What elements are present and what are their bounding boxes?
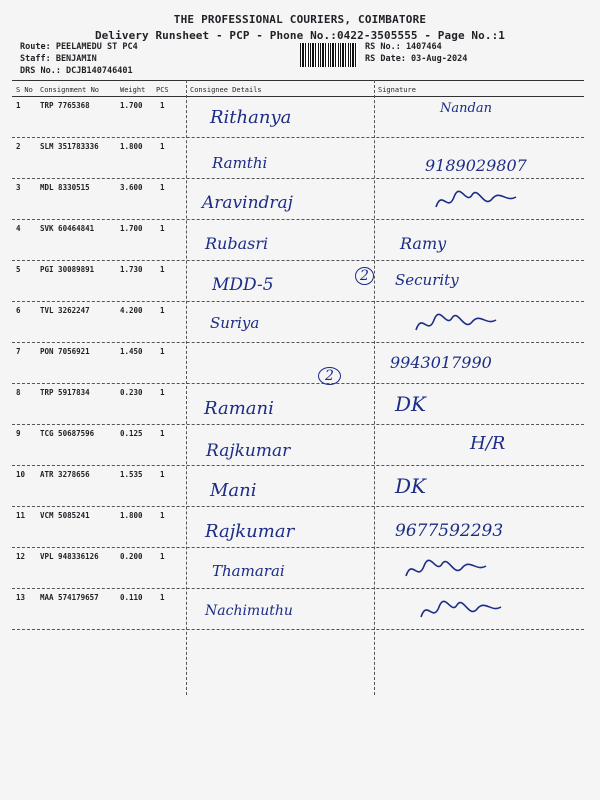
signature-scribble [432,185,522,215]
row-pcs: 1 [160,470,165,479]
row-weight: 0.110 [120,593,143,602]
row-weight: 0.230 [120,388,143,397]
row-pcs: 1 [160,511,165,520]
row-weight: 1.700 [120,224,143,233]
col-weight-header: Weight [120,86,146,94]
table-row [12,343,584,384]
row-consignment-no: SVK 60464841 [40,224,95,233]
row-sno: 7 [16,347,21,356]
row-consignee-handwriting: Rithanya [210,107,292,128]
row-sno: 13 [16,593,26,602]
row-consignee-handwriting: Ramani [204,398,274,419]
header-rule-top [12,80,584,81]
row-sno: 10 [16,470,26,479]
table-row [12,302,584,343]
row-pcs: 1 [160,142,165,151]
row-consignment-no: SLM 351783336 [40,142,99,151]
row-consignee-handwriting: Ramthi [212,154,268,172]
row-signature-handwriting: DK [395,474,426,498]
row-consignment-no: TCG 50687596 [40,429,95,438]
barcode [300,43,358,67]
row-consignment-no: PGI 30089891 [40,265,95,274]
table-row [12,384,584,425]
row-consignee-handwriting: Rajkumar [205,521,295,542]
row-sno: 1 [16,101,21,110]
col-sno-header: S No [16,86,33,94]
table-row [12,507,584,548]
row-sno: 12 [16,552,26,561]
table-row [12,138,584,179]
staff-label: Staff: BENJAMIN [20,54,97,64]
company-title: THE PROFESSIONAL COURIERS, COIMBATORE [173,13,427,26]
row-pcs: 1 [160,224,165,233]
row-consignment-no: TVL 3262247 [40,306,90,315]
row-consignee-handwriting: Thamarai [212,562,285,580]
table-row [12,261,584,302]
row-sno: 6 [16,306,21,315]
row-signature-handwriting: H/R [470,433,506,454]
route-label: Route: PEELAMEDU ST PC4 [20,42,138,52]
row-weight: 0.125 [120,429,143,438]
row-consignment-no: ATR 3278656 [40,470,90,479]
row-pcs: 1 [160,429,165,438]
row-consignee-handwriting: Aravindraj [202,193,293,213]
row-consignee-handwriting: Nachimuthu [205,603,293,619]
circled-two-b: 2 [318,368,341,384]
col-signature-header: Signature [378,86,416,94]
row-consignment-no: MAA 574179657 [40,593,99,602]
rs-number: RS No.: 1407464 [365,42,442,52]
row-weight: 1.450 [120,347,143,356]
row-sno: 5 [16,265,21,274]
table-row [12,548,584,589]
row-pcs: 1 [160,265,165,274]
row-pcs: 1 [160,552,165,561]
row-consignee-handwriting: Rubasri [205,234,269,253]
row-pcs: 1 [160,183,165,192]
row-divider [12,629,584,630]
row-sno: 8 [16,388,21,397]
row-signature-handwriting: Ramy [400,234,447,253]
drs-label: DRS No.: DCJB140746401 [20,66,133,76]
runsheet-subtitle: Delivery Runsheet - PCP - Phone No.:0422-3505555 - Page No.:1 [94,29,506,42]
row-consignment-no: VCM 5085241 [40,511,90,520]
row-weight: 3.600 [120,183,143,192]
table-row [12,220,584,261]
rs-date: RS Date: 03-Aug-2024 [365,54,468,64]
row-signature-handwriting: 9677592293 [395,521,504,541]
row-weight: 1.730 [120,265,143,274]
row-signature-handwriting: Nandan [440,101,492,116]
row-weight: 1.800 [120,142,143,151]
row-pcs: 1 [160,593,165,602]
row-consignee-handwriting: Suriya [210,314,260,332]
row-sno: 11 [16,511,26,520]
row-consignment-no: TRP 5917834 [40,388,90,397]
row-signature-handwriting: DK [395,392,426,416]
col-consignee-header: Consignee Details [190,86,262,94]
row-consignment-no: TRP 7765368 [40,101,90,110]
row-consignee-handwriting: MDD-5 [212,275,274,295]
row-sno: 4 [16,224,21,233]
row-signature-handwriting: 9943017990 [390,353,492,372]
row-weight: 0.200 [120,552,143,561]
row-consignment-no: VPL 948336126 [40,552,99,561]
table-row [12,589,584,630]
table-row [12,466,584,507]
row-weight: 1.535 [120,470,143,479]
row-consignment-no: PON 7056921 [40,347,90,356]
row-consignee-handwriting: Rajkumar [206,441,291,461]
row-sno: 9 [16,429,21,438]
row-weight: 1.700 [120,101,143,110]
row-weight: 1.800 [120,511,143,520]
table-row [12,425,584,466]
row-sno: 2 [16,142,21,151]
row-pcs: 1 [160,101,165,110]
signature-scribble [417,595,507,625]
row-pcs: 1 [160,347,165,356]
row-weight: 4.200 [120,306,143,315]
row-sno: 3 [16,183,21,192]
signature-scribble [412,308,502,338]
col-pcs-header: PCS [156,86,169,94]
row-consignment-no: MDL 8330515 [40,183,90,192]
table-row [12,179,584,220]
circled-two-a: 2 [355,268,374,284]
signature-scribble [402,554,492,584]
row-pcs: 1 [160,306,165,315]
col-consignment-header: Consignment No [40,86,100,94]
table-row [12,97,584,138]
row-consignee-handwriting: Mani [210,480,257,501]
row-pcs: 1 [160,388,165,397]
row-signature-handwriting: 9189029807 [425,156,527,175]
row-signature-handwriting: Security [395,271,459,289]
